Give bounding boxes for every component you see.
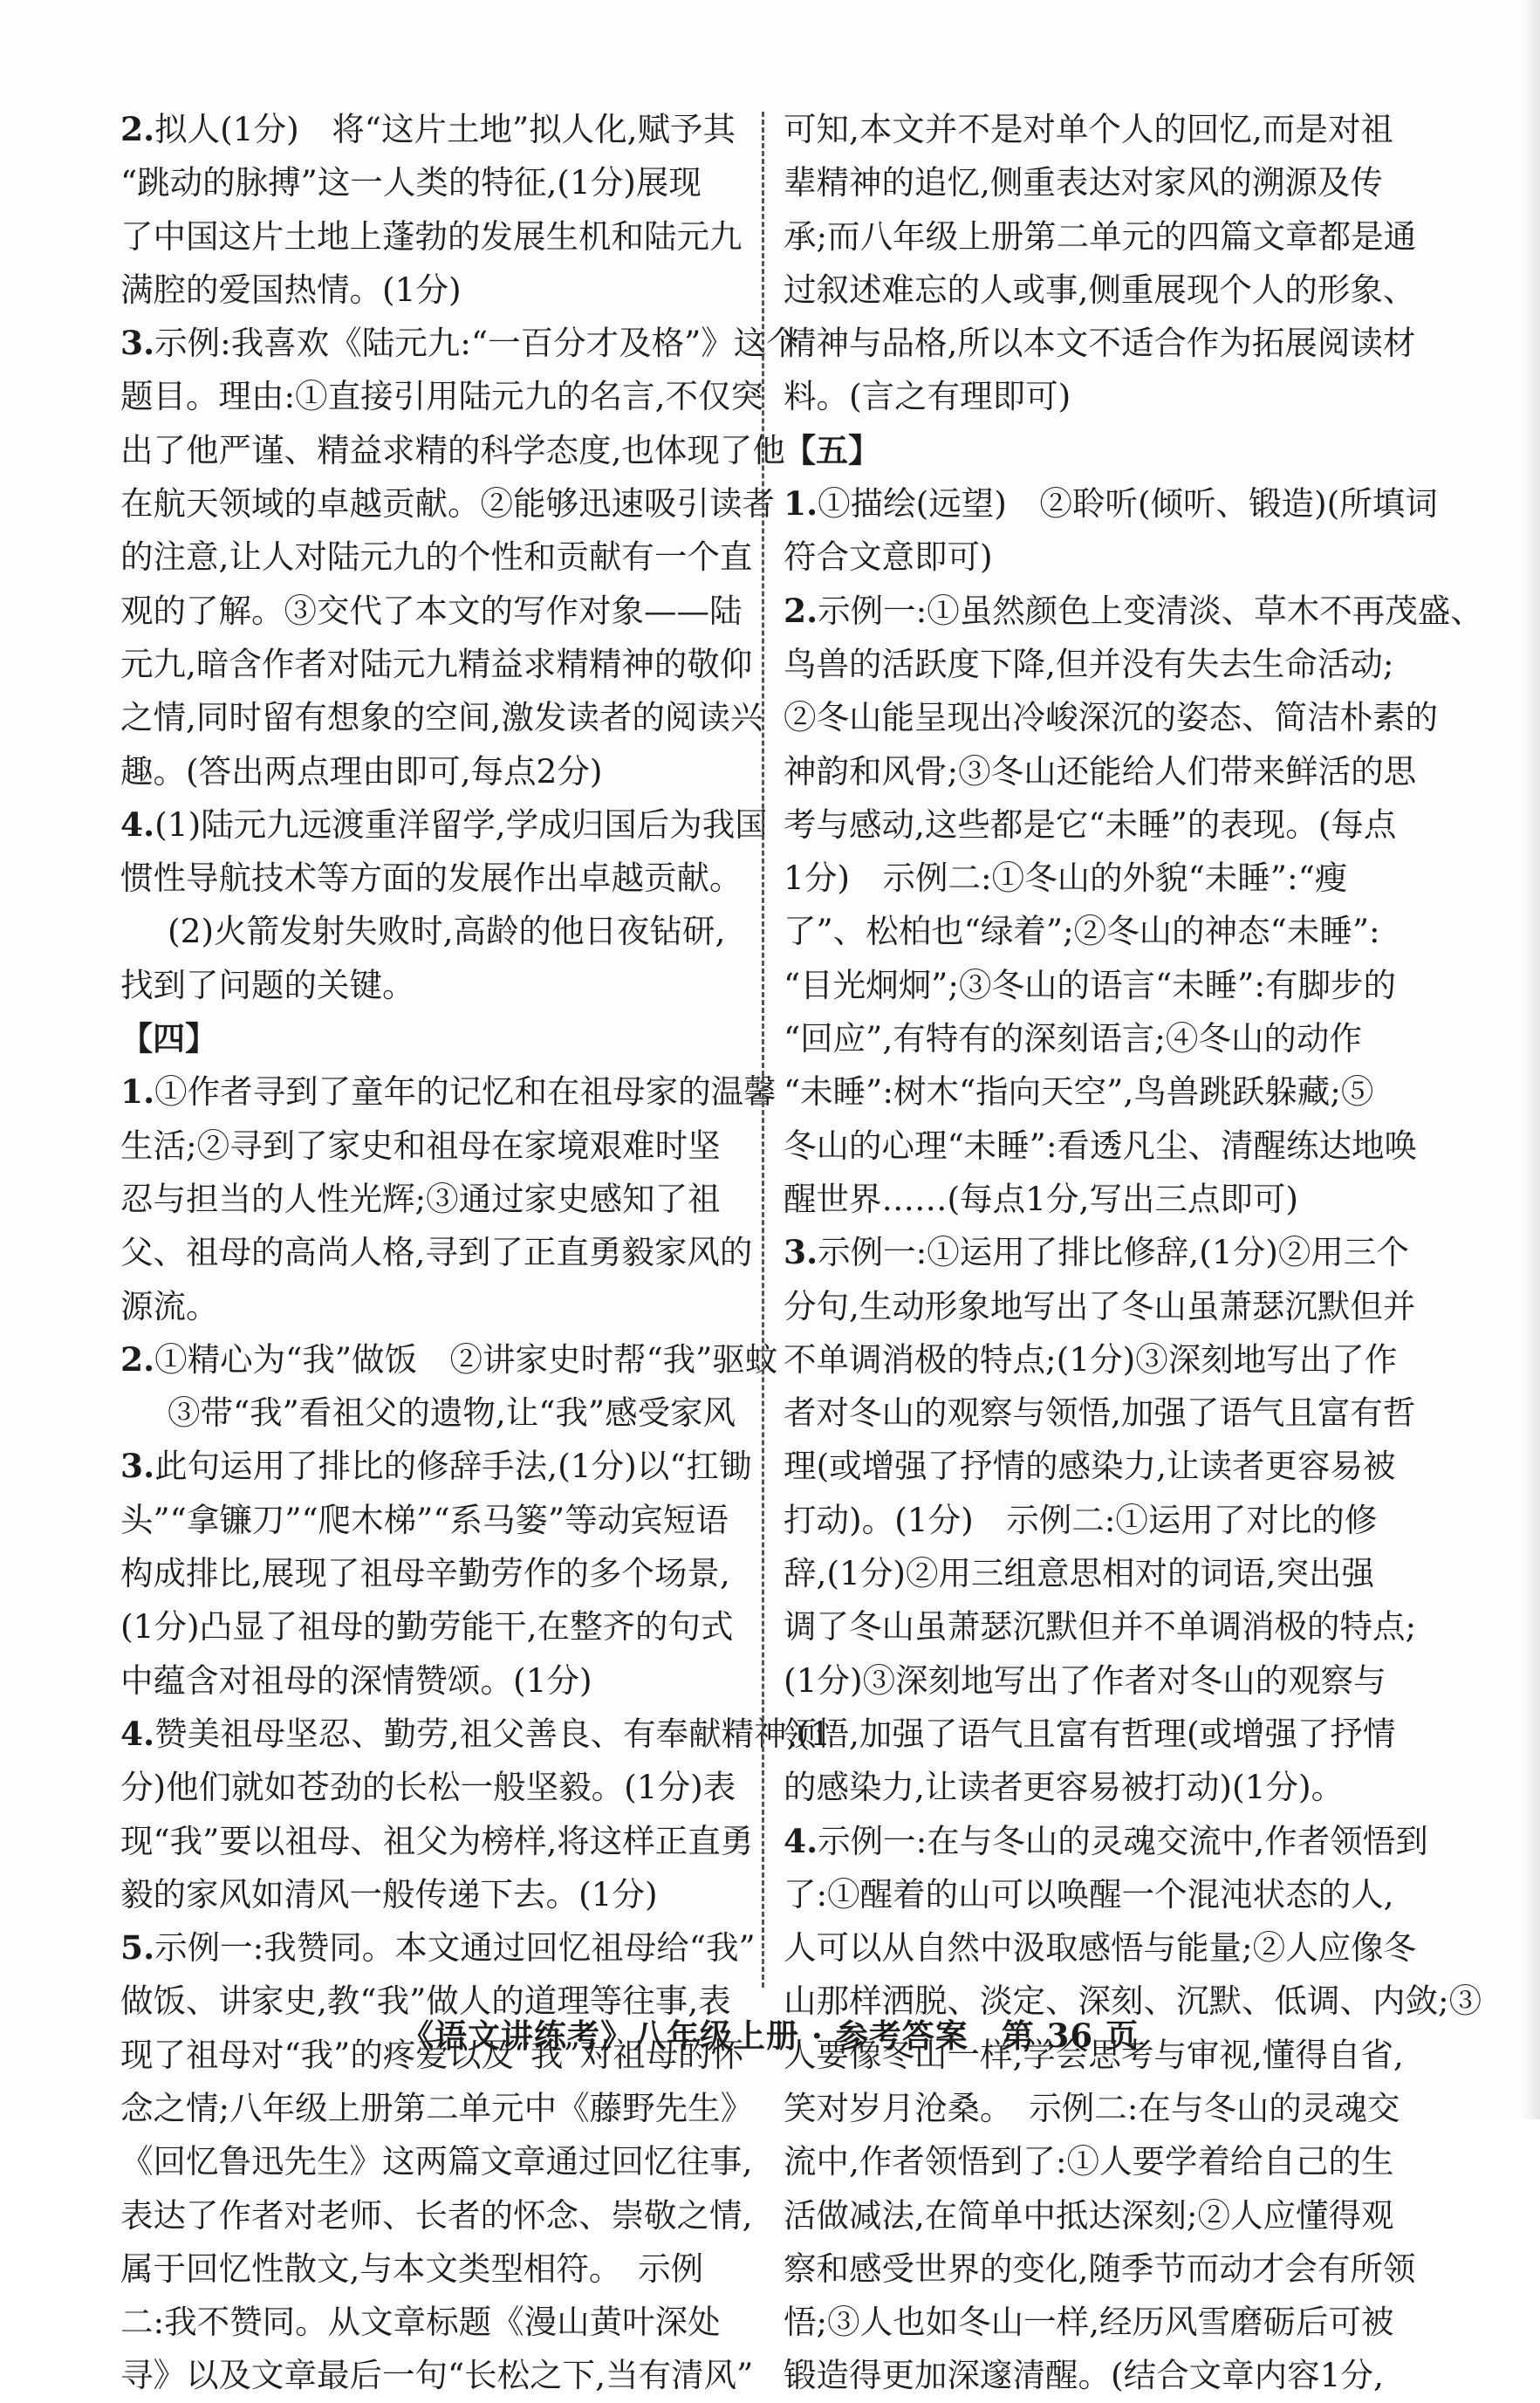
text-line bbox=[120, 959, 742, 1012]
line-text: 源流。 bbox=[120, 1286, 219, 1325]
line-text: 山那样洒脱、淡定、深刻、沉默、低调、内敛;③ bbox=[784, 1982, 1482, 2021]
line-text: 二:我不赞同。从文章标题《漫山黄叶深处 bbox=[120, 2303, 721, 2342]
text-line bbox=[120, 2349, 754, 2402]
line-text: 打动)。(1分) 示例二:①运用了对比的修 bbox=[784, 1500, 1378, 1539]
line-text: 的注意,让人对陆元九的个性和贡献有一个直 bbox=[120, 537, 753, 577]
text-line bbox=[784, 852, 1408, 905]
text-line bbox=[784, 2242, 1416, 2296]
text-line bbox=[120, 424, 785, 477]
line-text: 示例:我喜欢《陆元九:“一百分才及格”》这个 bbox=[154, 324, 799, 363]
item-number: 1. bbox=[784, 484, 818, 524]
text-line bbox=[784, 1119, 1417, 1173]
item-number: 5. bbox=[120, 1928, 155, 1968]
text-line bbox=[784, 1173, 1408, 1226]
text-line bbox=[120, 852, 742, 905]
line-text: 示例一:我赞同。本文通过回忆祖母给“我” bbox=[154, 1928, 756, 1968]
line-text: 者对冬山的观察与领悟,加强了语气且富有哲 bbox=[784, 1393, 1416, 1433]
line-text: 考与感动,这些都是它“未睡”的表现。(每点 bbox=[784, 804, 1397, 844]
text-line bbox=[784, 103, 1408, 156]
line-text: 示例一:①虽然颜色上变清淡、草木不再茂盛、 bbox=[818, 591, 1483, 630]
text-line bbox=[120, 1868, 742, 1921]
page-edge-shadow bbox=[1519, 0, 1540, 2119]
line-text: 可知,本文并不是对单个人的回忆,而是对祖 bbox=[784, 110, 1393, 148]
item-number: 4. bbox=[120, 1714, 155, 1753]
line-text: 题目。理由:①直接引用陆元九的名言,不仅突 bbox=[120, 377, 764, 416]
line-text: 分)他们就如苍劲的长松一般坚毅。(1分)表 bbox=[120, 1768, 736, 1807]
text-line bbox=[120, 691, 763, 744]
line-text: 承;而八年级上册第二单元的四篇文章都是通 bbox=[784, 216, 1417, 256]
line-text: 流中,作者领悟到了:①人要学着给自己的生 bbox=[784, 2142, 1394, 2181]
text-line bbox=[120, 1547, 742, 1600]
line-text: 精神与品格,所以本文不适合作为拓展阅读材 bbox=[784, 324, 1416, 363]
text-line bbox=[784, 959, 1408, 1012]
line-text: 元九,暗含作者对陆元九精益求精精神的敬仰 bbox=[120, 644, 753, 683]
item-number: 1. bbox=[120, 1072, 155, 1112]
line-text: 调了冬山虽萧瑟沉默但并不单调消极的特点; bbox=[784, 1607, 1417, 1646]
line-text: (1分)凸显了祖母的勤劳能干,在整齐的句式 bbox=[120, 1607, 734, 1646]
line-text: 在航天领域的卓越贡献。②能够迅速吸引读者 bbox=[120, 484, 775, 524]
text-line bbox=[120, 905, 742, 958]
answer-item-line bbox=[784, 477, 1438, 531]
text-line bbox=[784, 2296, 1408, 2349]
line-text: 示例一:①运用了排比修辞,(1分)②用三个 bbox=[818, 1233, 1409, 1272]
text-line bbox=[784, 638, 1408, 691]
right-column bbox=[784, 103, 1483, 2403]
line-text: 1分) 示例二:①冬山的外貌“未睡”:“瘦 bbox=[784, 859, 1348, 898]
text-line bbox=[120, 2189, 753, 2242]
line-text: 了中国这片土地上蓬勃的发展生机和陆元九 bbox=[120, 216, 743, 256]
text-line bbox=[120, 1494, 742, 1547]
text-line bbox=[784, 745, 1417, 798]
text-line bbox=[784, 531, 1408, 584]
text-line bbox=[120, 1600, 742, 1653]
line-text: 拟人(1分) 将“这片土地”拟人化,赋予其 bbox=[154, 110, 736, 148]
answer-item-line bbox=[120, 103, 742, 156]
line-text: 过叙述难忘的人或事,侧重展现个人的形象、 bbox=[784, 270, 1416, 309]
text-line bbox=[784, 1333, 1408, 1386]
text-line bbox=[784, 370, 1408, 423]
text-line bbox=[784, 1012, 1408, 1065]
text-line bbox=[784, 1600, 1417, 1653]
line-text: ②冬山能呈现出冷峻深沉的姿态、简洁朴素的 bbox=[784, 698, 1438, 737]
page-footer: 《语文讲练考》八年级上册 · 参考答案 第 36 页 bbox=[401, 2016, 1139, 2055]
text-line bbox=[784, 1494, 1408, 1547]
line-text: 悟;③人也如冬山一样,经历风雪磨砺后可被 bbox=[784, 2303, 1394, 2342]
section-heading-text: 【四】 bbox=[120, 1020, 217, 1058]
text-line bbox=[784, 264, 1416, 317]
text-line bbox=[120, 745, 742, 798]
text-line bbox=[120, 638, 753, 691]
line-text: 趣。(答出两点理由即可,每点2分) bbox=[120, 751, 603, 791]
column-divider bbox=[762, 112, 764, 1988]
text-line bbox=[120, 210, 742, 264]
line-text: 头”“拿镰刀”“爬木梯”“系马篓”等动宾短语 bbox=[120, 1500, 729, 1539]
text-line bbox=[120, 1761, 742, 1814]
line-text: 满腔的爱国热情。(1分) bbox=[120, 270, 462, 309]
line-text: 构成排比,展现了祖母辛勤劳作的多个场景, bbox=[120, 1554, 730, 1593]
line-text: 神韵和风骨;③冬山还能给人们带来鲜活的思 bbox=[784, 751, 1417, 791]
line-text: 人可以从自然中汲取感悟与能量;②人应像冬 bbox=[784, 1928, 1417, 1968]
text-line bbox=[784, 1921, 1417, 1975]
text-line bbox=[120, 264, 742, 317]
item-number: 2. bbox=[784, 591, 818, 630]
line-text: 念之情;八年级上册第二单元中《藤野先生》 bbox=[120, 2088, 754, 2127]
text-line bbox=[120, 585, 742, 638]
line-text: 忍与担当的人性光辉;③通过家史感知了祖 bbox=[120, 1179, 721, 1218]
line-text: 找到了问题的关键。 bbox=[120, 965, 415, 1004]
text-line bbox=[120, 2242, 742, 2296]
text-line bbox=[120, 2082, 754, 2135]
line-text: 鸟兽的活跃度下降,但并没有失去生命活动; bbox=[784, 644, 1394, 683]
line-text: 察和感受世界的变化,随季节而动才会有所领 bbox=[784, 2249, 1416, 2288]
text-line bbox=[120, 1654, 742, 1708]
answer-item-line bbox=[784, 1226, 1408, 1279]
line-text: 中蕴含对祖母的深情赞颂。(1分) bbox=[120, 1660, 592, 1700]
line-text: 理(或增强了抒情的感染力,让读者更容易被 bbox=[784, 1447, 1396, 1486]
text-line bbox=[120, 477, 775, 531]
line-text: 现了祖母对“我”的疼爱以及“我”对祖母的怀 bbox=[120, 2035, 744, 2074]
text-line bbox=[120, 1173, 742, 1226]
item-number: 2. bbox=[120, 110, 155, 148]
line-text: ③带“我”看祖父的遗物,让“我”感受家风 bbox=[168, 1393, 736, 1433]
text-line bbox=[784, 2349, 1408, 2402]
text-line bbox=[784, 905, 1408, 958]
section-heading bbox=[120, 1012, 742, 1065]
text-line bbox=[784, 210, 1417, 264]
text-line bbox=[120, 370, 764, 423]
line-text: “回应”,有特有的深刻语言;④冬山的动作 bbox=[784, 1019, 1362, 1058]
line-text: ①作者寻到了童年的记忆和在祖母家的温馨 bbox=[154, 1072, 777, 1112]
line-text: 活做减法,在简单中抵达深刻;②人应懂得观 bbox=[784, 2195, 1394, 2235]
item-number: 2. bbox=[120, 1339, 155, 1379]
line-text: 不单调消极的特点;(1分)③深刻地写出了作 bbox=[784, 1339, 1398, 1379]
section-heading bbox=[784, 424, 1408, 477]
text-line bbox=[784, 1547, 1408, 1600]
line-text: 的感染力,让读者更容易被打动)(1分)。 bbox=[784, 1768, 1345, 1807]
text-line bbox=[784, 1386, 1416, 1440]
line-text: 赞美祖母坚忍、勤劳,祖父善良、有奉献精神,(1 bbox=[154, 1714, 831, 1753]
text-line bbox=[784, 2135, 1408, 2188]
line-text: 此句运用了排比的修辞手法,(1分)以“扛锄 bbox=[154, 1447, 752, 1486]
line-text: (2)火箭发射失败时,高龄的他日夜钻研, bbox=[168, 912, 726, 951]
line-text: “跳动的脉搏”这一人类的特征,(1分)展现 bbox=[120, 163, 702, 202]
line-text: 《回忆鲁迅先生》这两篇文章通过回忆往事, bbox=[120, 2142, 753, 2181]
text-line bbox=[784, 1868, 1408, 1921]
text-line bbox=[120, 1226, 753, 1279]
line-text: “目光炯炯”;③冬山的语言“未睡”:有脚步的 bbox=[784, 965, 1396, 1004]
line-text: 辈精神的追忆,侧重表达对家风的溯源及传 bbox=[784, 163, 1383, 202]
item-number: 3. bbox=[120, 1447, 155, 1486]
line-text: 符合文意即可) bbox=[784, 537, 993, 577]
line-text: ①精心为“我”做饭 ②讲家史时帮“我”驱蚊 bbox=[154, 1339, 778, 1379]
line-text: 现“我”要以祖母、祖父为榜样,将这样正直勇 bbox=[120, 1821, 754, 1860]
line-text: 生活;②寻到了家史和祖母在家境艰难时坚 bbox=[120, 1126, 721, 1165]
text-line bbox=[784, 691, 1438, 744]
item-number: 3. bbox=[784, 1233, 818, 1272]
line-text: 毅的家风如清风一般传递下去。(1分) bbox=[120, 1874, 658, 1914]
line-text: ①描绘(远望) ②聆听(倾听、锻造)(所填词 bbox=[818, 484, 1438, 524]
line-text: 锻造得更加深邃清醒。(结合文章内容1分, bbox=[784, 2356, 1384, 2395]
text-line bbox=[120, 531, 753, 584]
text-line bbox=[120, 2135, 753, 2188]
item-number: 4. bbox=[120, 804, 155, 844]
text-line bbox=[784, 1654, 1408, 1708]
line-text: 冬山的心理“未睡”:看透凡尘、清醒练达地唤 bbox=[784, 1126, 1417, 1165]
line-text: (1分)③深刻地写出了作者对冬山的观察与 bbox=[784, 1660, 1386, 1700]
line-text: 笑对岁月沧桑。 示例二:在与冬山的灵魂交 bbox=[784, 2088, 1400, 2127]
answer-item-line bbox=[120, 1440, 752, 1493]
text-line bbox=[784, 1065, 1408, 1119]
item-number: 3. bbox=[120, 324, 155, 363]
line-text: 惯性导航技术等方面的发展作出卓越贡献。 bbox=[120, 859, 743, 898]
line-text: 观的了解。③交代了本文的写作对象——陆 bbox=[120, 591, 743, 630]
line-text: (1)陆元九远渡重洋留学,学成归国后为我国 bbox=[154, 804, 768, 844]
answer-item-line bbox=[120, 1333, 778, 1386]
text-line bbox=[784, 317, 1416, 370]
line-text: 表达了作者对老师、长者的怀念、崇敬之情, bbox=[120, 2195, 753, 2235]
line-text: 示例一:在与冬山的灵魂交流中,作者领悟到 bbox=[818, 1821, 1428, 1860]
answer-item-line bbox=[120, 798, 768, 852]
line-text: “未睡”:树木“指向天空”,鸟兽跳跃躲藏;⑤ bbox=[784, 1072, 1374, 1112]
text-line bbox=[784, 1280, 1416, 1333]
text-line bbox=[784, 798, 1408, 852]
line-text: 辞,(1分)②用三组意思相对的词语,突出强 bbox=[784, 1554, 1374, 1593]
answer-item-line bbox=[120, 317, 799, 370]
text-line bbox=[784, 1708, 1408, 1761]
text-line bbox=[120, 2296, 742, 2349]
line-text: 属于回忆性散文,与本文类型相符。 示例 bbox=[120, 2249, 704, 2288]
answer-item-line bbox=[784, 585, 1483, 638]
line-text: 醒世界……(每点1分,写出三点即可) bbox=[784, 1179, 1299, 1218]
text-line bbox=[784, 1761, 1408, 1814]
line-text: 人要像冬山一样,学会思考与审视,懂得自省, bbox=[784, 2035, 1404, 2074]
text-line bbox=[784, 1440, 1408, 1493]
line-text: 父、祖母的高尚人格,寻到了正直勇毅家风的 bbox=[120, 1233, 753, 1272]
text-line bbox=[120, 156, 742, 209]
line-text: 寻》以及文章最后一句“长松之下,当有清风” bbox=[120, 2356, 754, 2395]
line-text: 了:①醒着的山可以唤醒一个混沌状态的人, bbox=[784, 1874, 1394, 1914]
line-text: 做饭、讲家史,教“我”做人的道理等往事,表 bbox=[120, 1982, 731, 2021]
line-text: 分句,生动形象地写出了冬山虽萧瑟沉默但并 bbox=[784, 1286, 1416, 1325]
item-number: 4. bbox=[784, 1821, 818, 1860]
answer-item-line bbox=[120, 1921, 756, 1975]
answer-item-line bbox=[120, 1065, 777, 1119]
text-line bbox=[120, 1119, 742, 1173]
text-line bbox=[784, 156, 1408, 209]
text-line bbox=[120, 1386, 742, 1440]
line-text: 料。(言之有理即可) bbox=[784, 377, 1071, 416]
text-line bbox=[784, 2082, 1408, 2135]
text-line bbox=[120, 1280, 742, 1333]
line-text: 出了他严谨、精益求精的科学态度,也体现了他 bbox=[120, 430, 785, 469]
section-heading-text: 【五】 bbox=[784, 431, 880, 469]
answer-item-line bbox=[120, 1708, 831, 1761]
line-text: 了”、松柏也“绿着”;②冬山的神态“未睡”: bbox=[784, 912, 1380, 951]
answer-item-line bbox=[784, 1815, 1428, 1868]
line-text: 领悟,加强了语气且富有哲理(或增强了抒情 bbox=[784, 1714, 1396, 1753]
text-line bbox=[120, 1815, 754, 1868]
text-line bbox=[784, 2189, 1408, 2242]
line-text: 之情,同时留有想象的空间,激发读者的阅读兴 bbox=[120, 698, 763, 737]
